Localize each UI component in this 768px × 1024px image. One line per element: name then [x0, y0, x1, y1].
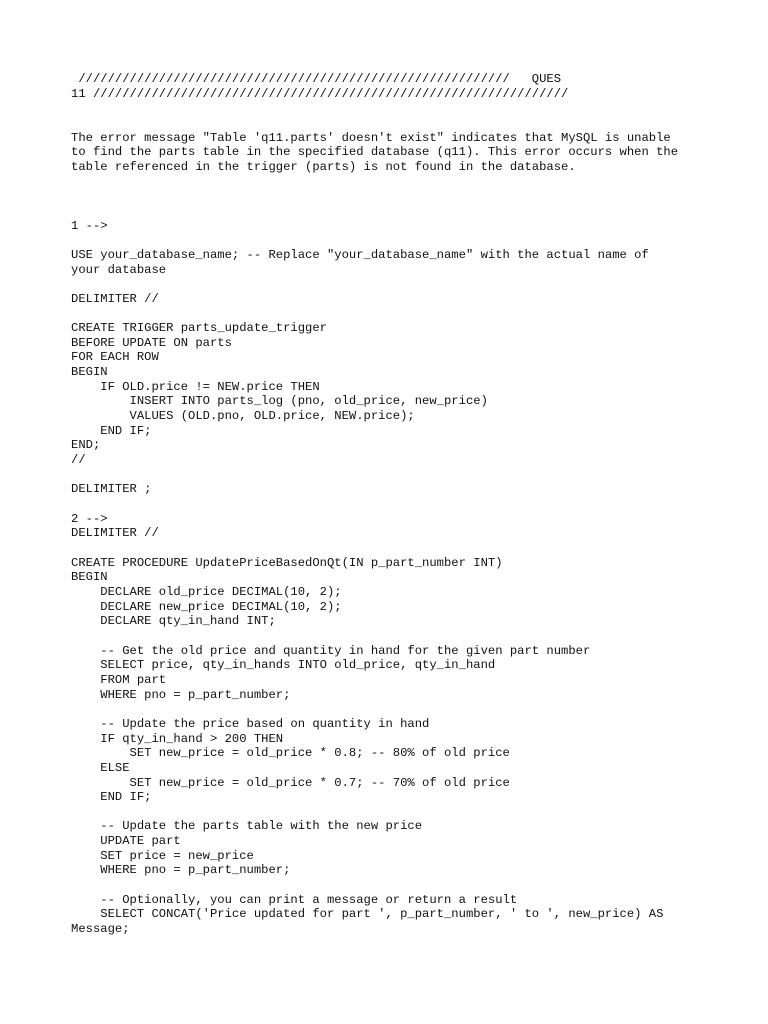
document-line: to find the parts table in the specified database (q11). This error occurs when the: [71, 145, 679, 160]
document-line: The error message "Table 'q11.parts' doesn't exist" indicates that MySQL is unable: [71, 130, 671, 145]
document-line: FROM part: [71, 672, 167, 687]
document-line: -- Update the parts table with the new price: [71, 819, 423, 834]
document-line: INSERT INTO parts_log (pno, old_price, new_price): [71, 394, 488, 409]
document-line: SELECT price, qty_in_hands INTO old_price, qty_in_hand: [71, 658, 496, 673]
document-line: 1 -->: [71, 218, 108, 233]
document-line: WHERE pno = p_part_number;: [71, 687, 291, 702]
document-line: SET new_price = old_price * 0.8; -- 80% of old price: [71, 746, 510, 761]
document-line: table referenced in the trigger (parts) is not found in the database.: [71, 159, 576, 174]
document-line: /////////////////////////////////////////////////////////// QUES: [71, 72, 562, 86]
document-line: SET price = new_price: [71, 848, 254, 863]
document-line: BEGIN: [71, 365, 108, 380]
document-line: VALUES (OLD.pno, OLD.price, NEW.price);: [71, 409, 415, 424]
document-line: IF qty_in_hand > 200 THEN: [71, 731, 284, 746]
document-line: 2 -->: [71, 511, 108, 526]
document-line: //: [71, 453, 86, 468]
document-line: DECLARE new_price DECIMAL(10, 2);: [71, 599, 342, 614]
document-line: END IF;: [71, 790, 152, 805]
document-line: Message;: [71, 922, 130, 937]
document-line: DELIMITER //: [71, 526, 159, 541]
document-line: BEFORE UPDATE ON parts: [71, 335, 232, 350]
document-line: DECLARE old_price DECIMAL(10, 2);: [71, 584, 342, 599]
document-line: CREATE TRIGGER parts_update_trigger: [71, 321, 327, 336]
document-line: 11 /////////////////////////////////////////////////////////////////: [71, 86, 569, 101]
document-line: IF OLD.price != NEW.price THEN: [71, 379, 320, 394]
document-line: BEGIN: [71, 570, 108, 585]
document-line: -- Optionally, you can print a message or return a result: [71, 892, 518, 907]
document-line: DELIMITER //: [71, 291, 159, 306]
document-line: UPDATE part: [71, 834, 181, 849]
document-line: -- Get the old price and quantity in hand for the given part number: [71, 643, 591, 658]
document-body: [71, 72, 731, 937]
document-line: DELIMITER ;: [71, 482, 152, 497]
document-line: END IF;: [71, 423, 152, 438]
document-line: ELSE: [71, 760, 130, 775]
document-line: your database: [71, 262, 167, 277]
document-line: SET new_price = old_price * 0.7; -- 70% of old price: [71, 775, 510, 790]
document-line: -- Update the price based on quantity in hand: [71, 716, 430, 731]
document-line: END;: [71, 438, 101, 453]
document-line: CREATE PROCEDURE UpdatePriceBasedOnQt(IN p_part_number INT): [71, 555, 503, 570]
document-line: FOR EACH ROW: [71, 350, 159, 365]
document-line: SELECT CONCAT('Price updated for part ', p_part_number, ' to ', new_price) AS: [71, 907, 664, 922]
document-line: WHERE pno = p_part_number;: [71, 863, 291, 878]
document-line: DECLARE qty_in_hand INT;: [71, 614, 276, 629]
document-line: USE your_database_name; -- Replace "your_database_name" with the actual name of: [71, 247, 649, 262]
